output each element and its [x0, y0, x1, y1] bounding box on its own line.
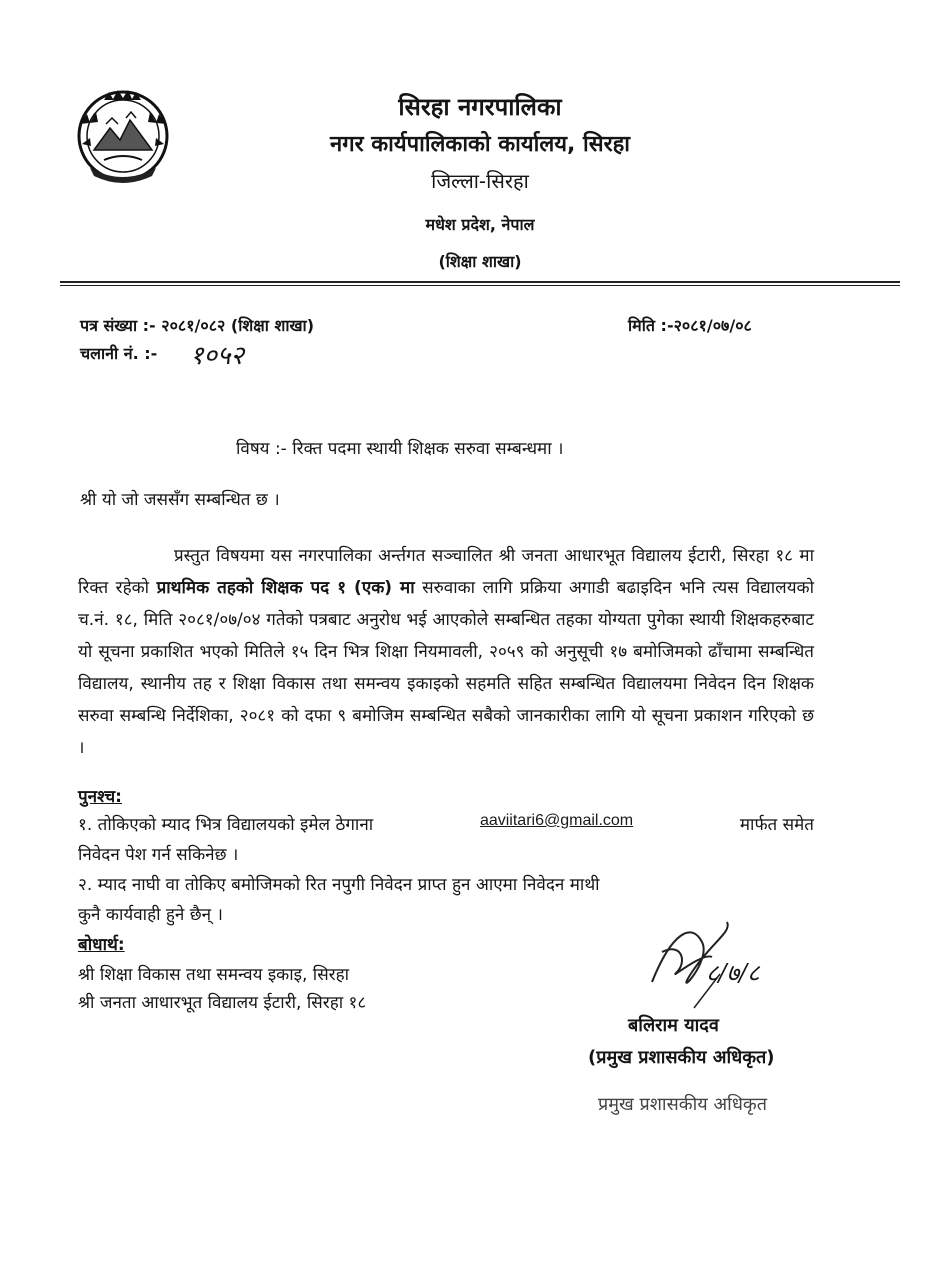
- school-email-link[interactable]: aaviitari6@gmail.com: [479, 812, 634, 829]
- subject-line: विषय :- रिक्त पदमा स्थायी शिक्षक सरुवा सम्बन्धमा ।: [236, 439, 564, 459]
- nepal-government-emblem-icon: [66, 80, 180, 192]
- body-paragraph: [78, 540, 814, 764]
- signature-date: ८/७/८: [706, 959, 760, 987]
- postscript-item-1-text: १. तोकिएको म्याद भित्र विद्यालयको इमेल ठेगाना: [78, 815, 374, 835]
- province-name: मधेश प्रदेश, नेपाल: [425, 215, 535, 234]
- body-text-2: सरुवाका लागि प्रक्रिया अगाडी बढाइदिन भनि त्यस विद्यालयको च.नं. १८, मिति २०८१/०७/०४ गतेको पत्रबाट अनुरोध भई आएकोले सम्बन्धित तहका योग्यता पुगेका स्थायी शिक्षकहरुबाट यो सूचना प्रकाशित भएको मितिले १५ दिन भित्र शिक्षा नियमावली, २०५९ को अनुसूची १७ बमोजिमको ढाँचामा सम्बन्धित विद्यालय, स्थानीय तह र शिक्षा विकास तथा समन्वय इकाइको सहमति सहित सम्बन्धित विद्यालयमा निवेदन दिन शिक्षक सरुवा सम्बन्धि निर्देशिका, २०८१ को दफा ९ बमोजिम सम्बन्धित सबैको जानकारीका लागि यो सूचना प्रकाशन गरिएको छ ।: [78, 578, 815, 758]
- signatory-designation: (प्रमुख प्रशासकीय अधिकृत): [588, 1047, 775, 1068]
- body-text-bold: प्राथमिक तहको शिक्षक पद १ (एक) मा: [156, 578, 415, 598]
- postscript-heading: पुनश्च:: [78, 787, 122, 807]
- letter-date: मिति :-२०८१/०७/०८: [628, 316, 752, 335]
- dispatch-number: १०५२: [190, 341, 245, 371]
- designation-stamp: प्रमुख प्रशासकीय अधिकृत: [598, 1094, 767, 1115]
- office-name: नगर कार्यपालिकाको कार्यालय, सिरहा: [330, 132, 630, 157]
- salutation: श्री यो जो जससँग सम्बन्धित छ ।: [80, 490, 280, 510]
- postscript-item-2-line2: कुनै कार्यवाही हुने छैन् ।: [78, 905, 223, 925]
- cc-recipient-1: श्री शिक्षा विकास तथा समन्वय इकाइ, सिरहा: [78, 965, 350, 985]
- municipality-title: सिरहा नगरपालिका: [398, 93, 562, 121]
- postscript-item-1-suffix: मार्फत समेत: [739, 815, 814, 835]
- dispatch-label: चलानी नं. :-: [80, 344, 158, 363]
- body-text-1: प्रस्तुत विषयमा यस नगरपालिका अर्न्तगत सञ्चालित श्री जनता आधारभूत विद्यालय ईटारी, सिरहा १८ मा रिक्त रहेको: [78, 546, 814, 598]
- district-name: जिल्ला-सिरहा: [431, 169, 529, 193]
- cc-recipient-2: श्री जनता आधारभूत विद्यालय ईटारी, सिरहा १८: [78, 993, 367, 1013]
- header-divider: [60, 281, 900, 283]
- postscript-item-1-line2: निवेदन पेश गर्न सकिनेछ ।: [78, 845, 239, 865]
- signatory-name: बलिराम यादव: [628, 1015, 719, 1036]
- postscript-item-2: २. म्याद नाघी वा तोकिए बमोजिमको रित नपुगी निवेदन प्राप्त हुन आएमा निवेदन माथी: [78, 875, 600, 895]
- cc-heading: बोधार्थ:: [78, 935, 125, 955]
- postscript-item-1: [78, 812, 814, 835]
- letter-number: पत्र संख्या :- २०८१/०८२ (शिक्षा शाखा): [80, 316, 315, 335]
- branch-name: (शिक्षा शाखा): [438, 252, 522, 271]
- header-divider-thin: [60, 285, 900, 286]
